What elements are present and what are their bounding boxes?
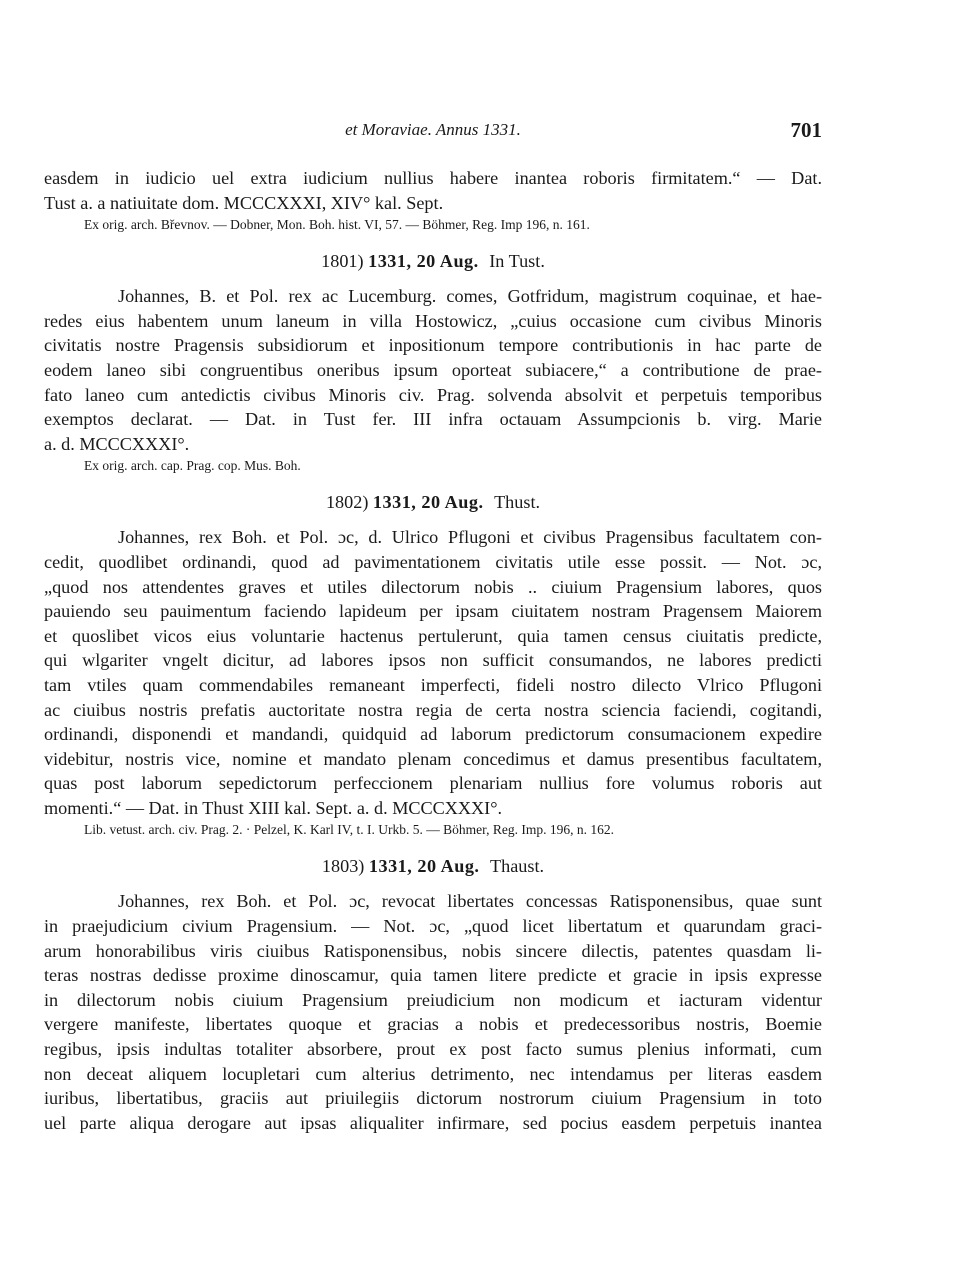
text-line: uel parte aliqua derogare aut ipsas aliqualiter infirmare, sed pocius easdem perpetuis inantea (44, 1112, 822, 1133)
text-line: Johannes, B. et Pol. rex ac Lucemburg. comes, Gotfridum, magistrum coquinae, et hae- (118, 286, 822, 307)
source-note: Ex orig. arch. Břevnov. — Dobner, Mon. Boh. hist. VI, 57. — Böhmer, Reg. Imp 196, n. 161. (84, 217, 590, 233)
text-line: a. d. MCCCXXXI°. (44, 433, 190, 454)
entry-place: Thaust. (490, 856, 545, 877)
text-line: ordinandi, disponendi et mandandi, quidquid ad laborum predictorum consumacionem expedire (44, 724, 822, 745)
text-line: in praejudicium civium Pragensium. — Not. ɔc, „quod licet libertatum et quarundam graci- (44, 916, 822, 937)
text-line: qui wlgariter vngelt dicitur, ad labores ipsos non sufficit consumandos, ne labores predicti (44, 650, 822, 671)
text-line: pauiendo seu pauimentum faciendo lapideum per ipsam ciuitatem nostram Pragensem Maiorem (44, 601, 822, 622)
entry-text-1803 (44, 889, 822, 1135)
entry-place: In Tust. (489, 251, 545, 272)
text-line: civitatis nostre Pragensis subsidiorum et inpositionum tempore contributionis in hac parte de (44, 335, 822, 356)
text-line: redes eius habentem unum laneum in villa Hostowicz, „cuius occasione cum civibus Minoris (44, 310, 822, 331)
running-title: et Moraviae. Annus 1331. (345, 120, 521, 139)
entry-number: 1803) (321, 856, 365, 877)
text-line: Johannes, rex Boh. et Pol. ɔc, revocat libertates concessas Ratisponensibus, quae sunt (118, 891, 822, 912)
running-header (44, 118, 822, 148)
text-line: „quod nos attendentes graves et utiles dilectorum nobis .. ciuium Pragensium labores, quos (44, 576, 822, 597)
entry-date: 1331, 20 Aug. (372, 492, 484, 513)
text-line: arum honorabilibus viris ciuibus Ratisponensibus, nobis sincere dilectis, patentes quasdam li- (44, 940, 822, 961)
text-line: Tust a. a natiuitate dom. MCCCXXXI, XIV° kal. Sept. (44, 192, 444, 213)
entry-text-1801 (44, 284, 822, 456)
text-line: quas post laborum sepedictorum perfeccionem plenariam nullius fore volumus roboris aut (44, 773, 822, 794)
source-note: Lib. vetust. arch. civ. Prag. 2. · Pelzel, K. Karl IV, t. I. Urkb. 5. — Böhmer, Reg. Imp. 196, n. 162. (84, 822, 614, 838)
text-line: videbitur, nostris vice, nomine et mandato plenam concedimus et damus presentibus facultatem, (44, 748, 822, 769)
text-line: tam vtiles quam commendabiles remaneant imperfecti, fideli nostro dilecto Vlrico Pflugoni (44, 674, 822, 695)
entry-date: 1331, 20 Aug. (368, 251, 479, 272)
entry-number: 1801) (321, 251, 364, 272)
text-line: et quoslibet vicos eius voluntarie hactenus pertulerunt, quia tamen census ciuitatis predicte, (44, 625, 822, 646)
text-line: eodem laneo sibi congruentibus oneribus ipsum oporteat subiacere,“ a contributione de prae- (44, 359, 822, 380)
entry-date: 1331, 20 Aug. (368, 856, 480, 877)
text-line: cedit, quodlibet ordinandi, quod ad pavimentationem civitatis utile esse possit. — Not. ɔc, (44, 551, 822, 572)
intro-paragraph (44, 166, 822, 215)
text-line: regibus, ipsis indultas totaliter absorbere, prout ex post facto sumus plenius informati, cum (44, 1039, 822, 1060)
text-line: iuribus, libertatibus, graciis aut priuilegiis dictorum nostrorum ciuium Pragensium in toto (44, 1088, 822, 1109)
entry-heading-1803 (44, 856, 822, 877)
page-body (44, 166, 822, 1135)
text-line: ac ciuibus nostris prefatis auctoritate nostra regia de certa nostra sciencia faciendi, cogitandi, (44, 699, 822, 720)
text-line: non deceat aliquem locupletari cum alterius detrimento, nec intendamus per literas easdem (44, 1063, 822, 1084)
text-line: fato laneo cum antedictis civibus Minoris civ. Prag. solvenda absolvit et perpetuis temporibus (44, 384, 822, 405)
text-line: vergere manifeste, libertates quoque et gracias a nobis et predecessoribus nostris, Boemie (44, 1014, 822, 1035)
source-note: Ex orig. arch. cap. Prag. cop. Mus. Boh. (84, 458, 301, 474)
text-line: exemptos declarat. — Dat. in Tust fer. III infra octauam Assumpcionis b. virg. Marie (44, 409, 822, 430)
text-line: Johannes, rex Boh. et Pol. ɔc, d. Ulrico Pflugoni et civibus Pragensibus facultatem con- (118, 527, 822, 548)
entry-place: Thust. (494, 492, 541, 513)
entry-text-1802 (44, 525, 822, 820)
text-line: in dilectorum nobis ciuium Pragensium preiudicium non modicum et iacturam videntur (44, 989, 822, 1010)
entry-heading-1802 (44, 492, 822, 513)
page-number: 701 (790, 118, 822, 142)
text-line: momenti.“ — Dat. in Thust XIII kal. Sept. a. d. MCCCXXXI°. (44, 797, 503, 818)
text-line: teras nostras dedisse proxime dinoscamur, quia tamen litere predicte et gracie in ipsis expresse (44, 965, 822, 986)
entry-number: 1802) (325, 492, 369, 513)
text-line: easdem in iudicio uel extra iudicium nullius habere inantea roboris firmitatem.“ — Dat. (44, 168, 822, 188)
entry-heading-1801 (44, 251, 822, 272)
